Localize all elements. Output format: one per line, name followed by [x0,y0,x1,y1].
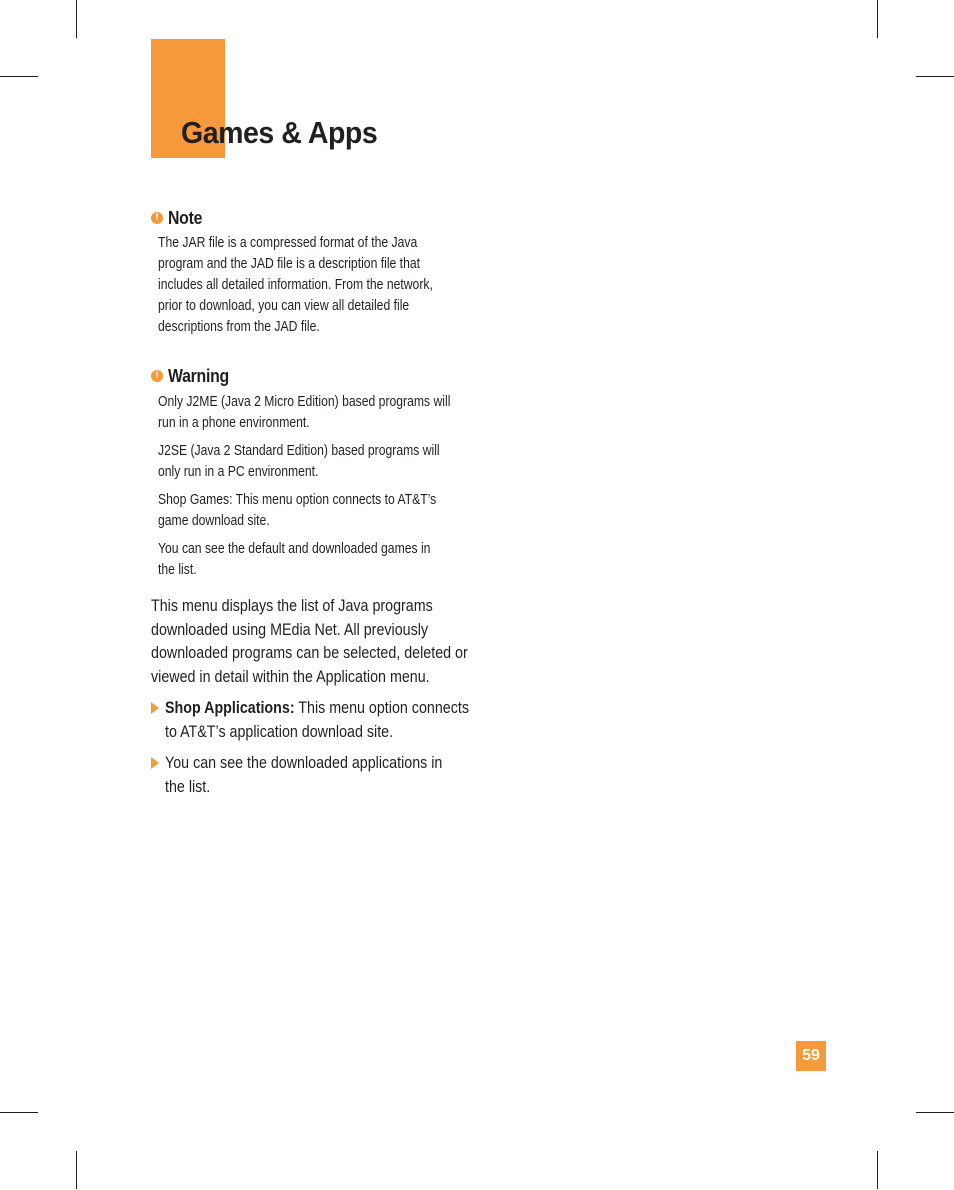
warning-item: Shop Games: This menu option connects to AT&T’s game download site. [158,492,437,529]
note-heading [151,207,481,229]
exclamation-icon: ! [151,212,163,224]
warning-item: You can see the default and downloaded games in the list. [158,541,431,578]
list-item [151,751,505,798]
note-callout [151,207,481,338]
crop-mark [76,0,77,38]
exclamation-icon: ! [151,370,163,382]
crop-mark [0,76,38,77]
crop-mark [916,1112,954,1113]
warning-callout [151,365,481,581]
crop-mark [877,0,878,38]
list-item [151,696,535,743]
warning-label: Warning [168,365,229,386]
list-item-body: This menu option connects to AT&T’s application download site. [165,698,469,741]
list-item-text [165,696,476,743]
triangle-bullet-icon [151,757,159,769]
warning-heading [151,365,481,387]
intro-paragraph: This menu displays the list of Java programs downloaded using MEdia Net. All previously downloaded programs can be selected, deleted or viewed in detail within the Application menu. [151,596,468,686]
warning-item: Only J2ME (Java 2 Micro Edition) based programs will run in a phone environment. [158,394,451,431]
crop-mark [0,1112,38,1113]
crop-mark [76,1151,77,1189]
crop-mark [916,76,954,77]
page-title: Games & Apps [181,115,378,150]
page-number: 59 [796,1041,826,1071]
warning-item: J2SE (Java 2 Standard Edition) based programs will only run in a PC environment. [158,443,440,480]
triangle-bullet-icon [151,702,159,714]
list-item-text [165,751,451,798]
list-item-bold: Shop Applications: [165,698,295,717]
crop-mark [877,1151,878,1189]
list-item-body: You can see the downloaded applications in the list. [165,753,443,796]
note-label: Note [168,207,203,228]
note-text: The JAR file is a compressed format of the Java program and the JAD file is a description file that includes all detailed information. From the network, prior to download, you can view all detailed file descriptions from the JAD file. [158,235,433,335]
